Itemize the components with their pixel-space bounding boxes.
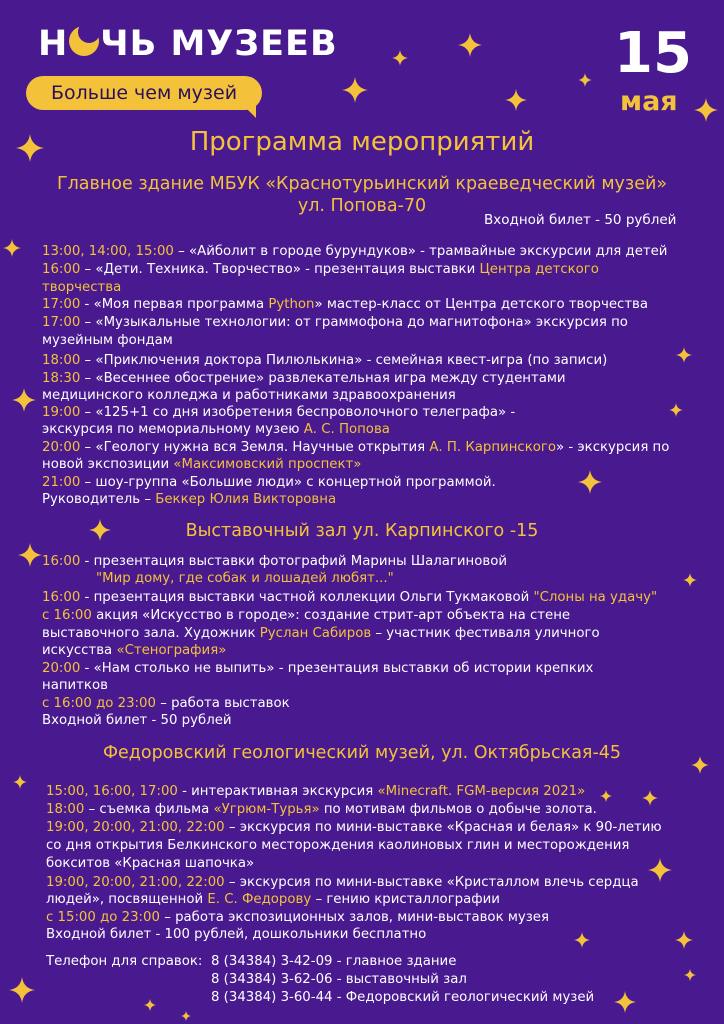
phone-main-building: 8 (34384) 3-42-09 - главное здание bbox=[211, 954, 457, 969]
ticket-price: Входной билет - 50 рублей bbox=[484, 212, 677, 228]
contacts-label: Телефон для справок: bbox=[46, 954, 203, 969]
list-item: 19:00 – «125+1 со дня изобретения беспроволочного телеграфа» - bbox=[42, 405, 516, 420]
list-item: музейным фондам bbox=[42, 333, 173, 348]
list-item: 17:00 - «Моя первая программа Python» мастер-класс от Центра детского творчества bbox=[42, 297, 649, 312]
list-item: 19:00, 20:00, 21:00, 22:00 – экскурсия по мини-выставке «Кристаллом влечь сердца bbox=[46, 875, 639, 890]
logo-text-part2: ЧЬ МУЗЕЕВ bbox=[100, 24, 338, 64]
list-item: 17:00 – «Музыкальные технологии: от граммофона до магнитофона» экскурсия по bbox=[42, 315, 628, 330]
list-item: 13:00, 14:00, 15:00 – «Айболит в городе бурундуков» - трамвайные экскурсии для детей bbox=[42, 244, 668, 259]
list-item: с 16:00 до 23:00 – работа выставок bbox=[42, 696, 290, 711]
list-item: напитков bbox=[42, 678, 108, 693]
list-item: 15:00, 16:00, 17:00 - интерактивная экскурсия «Minecraft. FGM-версия 2021» bbox=[46, 784, 586, 799]
date-month: мая bbox=[620, 86, 678, 117]
list-item: Входной билет - 100 рублей, дошкольники бесплатно bbox=[46, 927, 427, 942]
logo-moon-letter bbox=[69, 26, 99, 56]
phone-geology-museum: 8 (34384) 3-60-44 - Федоровский геологический музей bbox=[211, 990, 595, 1005]
list-item: 18:00 – съемка фильма «Угрюм-Турья» по мотивам фильмов о добыче золота. bbox=[46, 802, 597, 817]
list-item: людей», посвященной Е. С. Федорову – гению кристаллографии bbox=[46, 892, 500, 907]
list-item: 16:00 - презентация выставки фотографий Марины Шалагиновой bbox=[42, 554, 507, 569]
list-item: 20:00 - «Нам столько не выпить» - презентация выставки об истории крепких bbox=[42, 661, 594, 676]
section-heading-main-building: Главное здание МБУК «Краснотурьинский краеведческий музей» bbox=[56, 174, 668, 194]
list-item: с 16:00 акция «Искусство в городе»: создание стрит-арт объекта на стене bbox=[42, 608, 571, 623]
list-item: Руководитель – Беккер Юлия Викторовна bbox=[42, 492, 337, 507]
phone-exhibition-hall: 8 (34384) 3-62-06 - выставочный зал bbox=[211, 972, 467, 987]
list-item: 16:00 – «Дети. Техника. Творчество» - презентация выставки Центра детского bbox=[42, 262, 599, 277]
event-logo bbox=[38, 24, 338, 64]
section-heading-exhibition-hall: Выставочный зал ул. Карпинского -15 bbox=[185, 521, 539, 541]
list-item: Входной билет - 50 рублей bbox=[42, 713, 232, 728]
list-item: с 15:00 до 23:00 – работа экспозиционных залов, мини-выставок музея bbox=[46, 910, 549, 925]
list-item: 18:00 – «Приключения доктора Пилюлькина» - семейная квест-игра (по записи) bbox=[42, 353, 608, 368]
slogan-text: Больше чем музей bbox=[50, 82, 238, 104]
list-item: бокситов «Красная шапочка» bbox=[46, 856, 255, 871]
list-item: "Мир дому, где собак и лошадей любят..." bbox=[96, 571, 394, 586]
list-item: творчества bbox=[42, 280, 122, 295]
list-item: искусства «Стенография» bbox=[42, 643, 227, 658]
list-item: 19:00, 20:00, 21:00, 22:00 – экскурсия по мини-выставке «Красная и белая» к 90-летию bbox=[46, 820, 662, 835]
list-item: 16:00 - презентация выставки частной коллекции Ольги Тукмаковой "Слоны на удачу" bbox=[42, 590, 658, 605]
list-item: новой экспозиции «Максимовский проспект» bbox=[42, 457, 362, 472]
slogan-bubble bbox=[26, 76, 262, 110]
list-item: 20:00 – «Геологу нужна вся Земля. Научные открытия А. П. Карпинского» - экскурсия по bbox=[42, 440, 670, 455]
list-item: со дня открытия Белкинского месторождения каолиновых глин и месторождения bbox=[46, 838, 630, 853]
logo-text-part1: Н bbox=[38, 24, 69, 64]
list-item: выставочного зала. Художник Руслан Сабиров – участник фестиваля уличного bbox=[42, 626, 600, 641]
section-address-main-building: ул. Попова-70 bbox=[297, 196, 427, 216]
page-title: Программа мероприятий bbox=[189, 127, 535, 157]
date-day: 15 bbox=[614, 21, 692, 86]
list-item: 21:00 – шоу-группа «Большие люди» с концертной программой. bbox=[42, 475, 496, 490]
section-heading-geology-museum: Федоровский геологический музей, ул. Октябрьская-45 bbox=[102, 743, 622, 763]
list-item: 18:30 – «Весеннее обострение» развлекательная игра между студентами bbox=[42, 371, 566, 386]
list-item: экскурсия по мемориальному музею А. С. Попова bbox=[42, 422, 390, 437]
list-item: медицинского колледжа и работниками здравоохранения bbox=[42, 388, 456, 403]
